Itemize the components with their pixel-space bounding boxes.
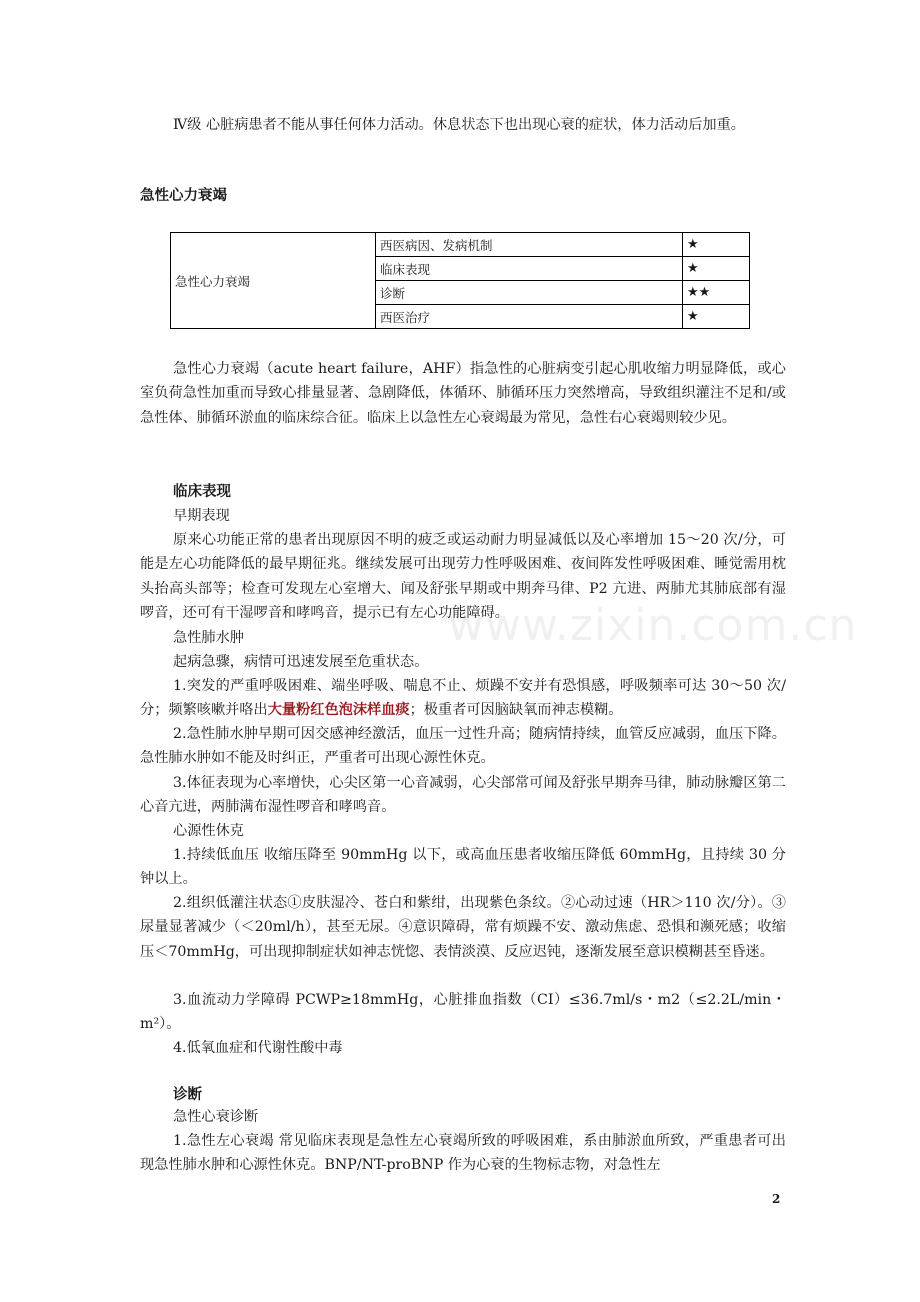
diagnosis-heading: 诊断	[173, 1087, 202, 1103]
section-title: 急性心力衰竭	[140, 188, 227, 204]
edema-item-2: 2.急性肺水肿早期可因交感神经激活，血压一过性升高；随病情持续，血管反应减弱，血压下降。急性肺水肿如不能及时纠正，严重者可出现心源性休克。	[140, 726, 786, 767]
edema-item-3: 3.体征表现为心率增快，心尖区第一心音减弱，心尖部常可闻及舒张早期奔马律，肺动脉瓣区第二心音亢进，两肺满布湿性啰音和哮鸣音。	[140, 775, 786, 816]
shock-item-1: 1.持续低血压 收缩压降至 90mmHg 以下，或高血压患者收缩压降低 60mmHg，且持续 30 分钟以上。	[140, 847, 786, 888]
shock-item-3: 3.血流动力学障碍 PCWP≥18mmHg，心脏排血指数（CI）≤36.7ml/s・m2（≤2.2L/min・m²）。	[140, 992, 786, 1033]
table-stars-cell: ★	[683, 257, 750, 281]
edema-title: 急性肺水肿	[173, 630, 244, 646]
shock-item-4: 4.低氧血症和代谢性酸中毒	[173, 1040, 343, 1056]
shock-item-2: 2.组织低灌注状态①皮肤湿冷、苍白和紫绀，出现紫色条纹。②心动过速（HR＞110 次/分）。③尿量显著减少（＜20ml/h），甚至无尿。④意识障碍，常有烦躁不安、激动焦虑、恐惧和濒死感；收缩压＜70mmHg，可出现抑制症状如神志恍惚、表情淡漠、反应迟钝，逐渐发展至意识模糊甚至昏迷。	[140, 895, 786, 960]
table-stars-cell: ★	[683, 233, 750, 257]
page-number: 2	[772, 1192, 781, 1206]
definition-paragraph: 急性心力衰竭（acute heart failure，AHF）指急性的心脏病变引起心肌收缩力明显降低，或心室负荷急性加重而导致心排量显著、急剧降低，体循环、肺循环压力突然增高，导致组织灌注不足和/或急性体、肺循环淤血的临床综合征。临床上以急性左心衰竭最为常见，急性右心衰竭则较少见。	[140, 361, 786, 426]
edema-intro: 起病急骤，病情可迅速发展至危重状态。	[173, 654, 429, 670]
grade-iv-paragraph: Ⅳ级 心脏病患者不能从事任何体力活动。休息状态下也出现心衰的症状，体力活动后加重。	[173, 117, 745, 133]
table-topic-cell: 诊断	[376, 281, 683, 305]
table-stars-cell: ★	[683, 305, 750, 329]
early-title: 早期表现	[173, 508, 230, 524]
edema-item-1-text: 1.突发的严重呼吸困难、端坐呼吸、喘息不止、烦躁不安并有恐惧感，呼吸频率可达 30～50 次/分；频繁咳嗽并咯出	[140, 678, 786, 719]
shock-title: 心源性休克	[173, 823, 244, 839]
table-topic-cell: 临床表现	[376, 257, 683, 281]
table-topic-cell: 西医治疗	[376, 305, 683, 329]
early-paragraph: 原来心功能正常的患者出现原因不明的疲乏或运动耐力明显减低以及心率增加 15～20 次/分，可能是左心功能降低的最早期征兆。继续发展可出现劳力性呼吸困难、夜间阵发性呼吸困难、睡觉需用枕头抬高头部等；检查可发现左心室增大、闻及舒张早期或中期奔马律、P2 亢进、两肺尤其肺底部有湿啰音，还可有干湿啰音和哮鸣音，提示已有左心功能障碍。	[140, 532, 786, 622]
table-row	[171, 233, 750, 257]
highlighted-symptom: 大量粉红色泡沫样血痰	[267, 702, 410, 719]
diagnosis-subtitle: 急性心衰诊断	[173, 1109, 259, 1125]
clinical-heading: 临床表现	[173, 484, 231, 500]
table-stars-cell: ★★	[683, 281, 750, 305]
summary-table	[170, 232, 750, 329]
watermark: www.zixin.com.cn	[448, 600, 858, 651]
edema-item-1	[140, 674, 786, 723]
table-name-cell: 急性心力衰竭	[171, 233, 376, 329]
diagnosis-item-1: 1.急性左心衰竭 常见临床表现是急性左心衰竭所致的呼吸困难，系由肺淤血所致，严重患者可出现急性肺水肿和心源性休克。BNP/NT-proBNP 作为心衰的生物标志物，对急性左	[140, 1133, 786, 1174]
table-topic-cell: 西医病因、发病机制	[376, 233, 683, 257]
edema-item-1-tail: ；极重者可因脑缺氧而神志模糊。	[409, 702, 623, 719]
